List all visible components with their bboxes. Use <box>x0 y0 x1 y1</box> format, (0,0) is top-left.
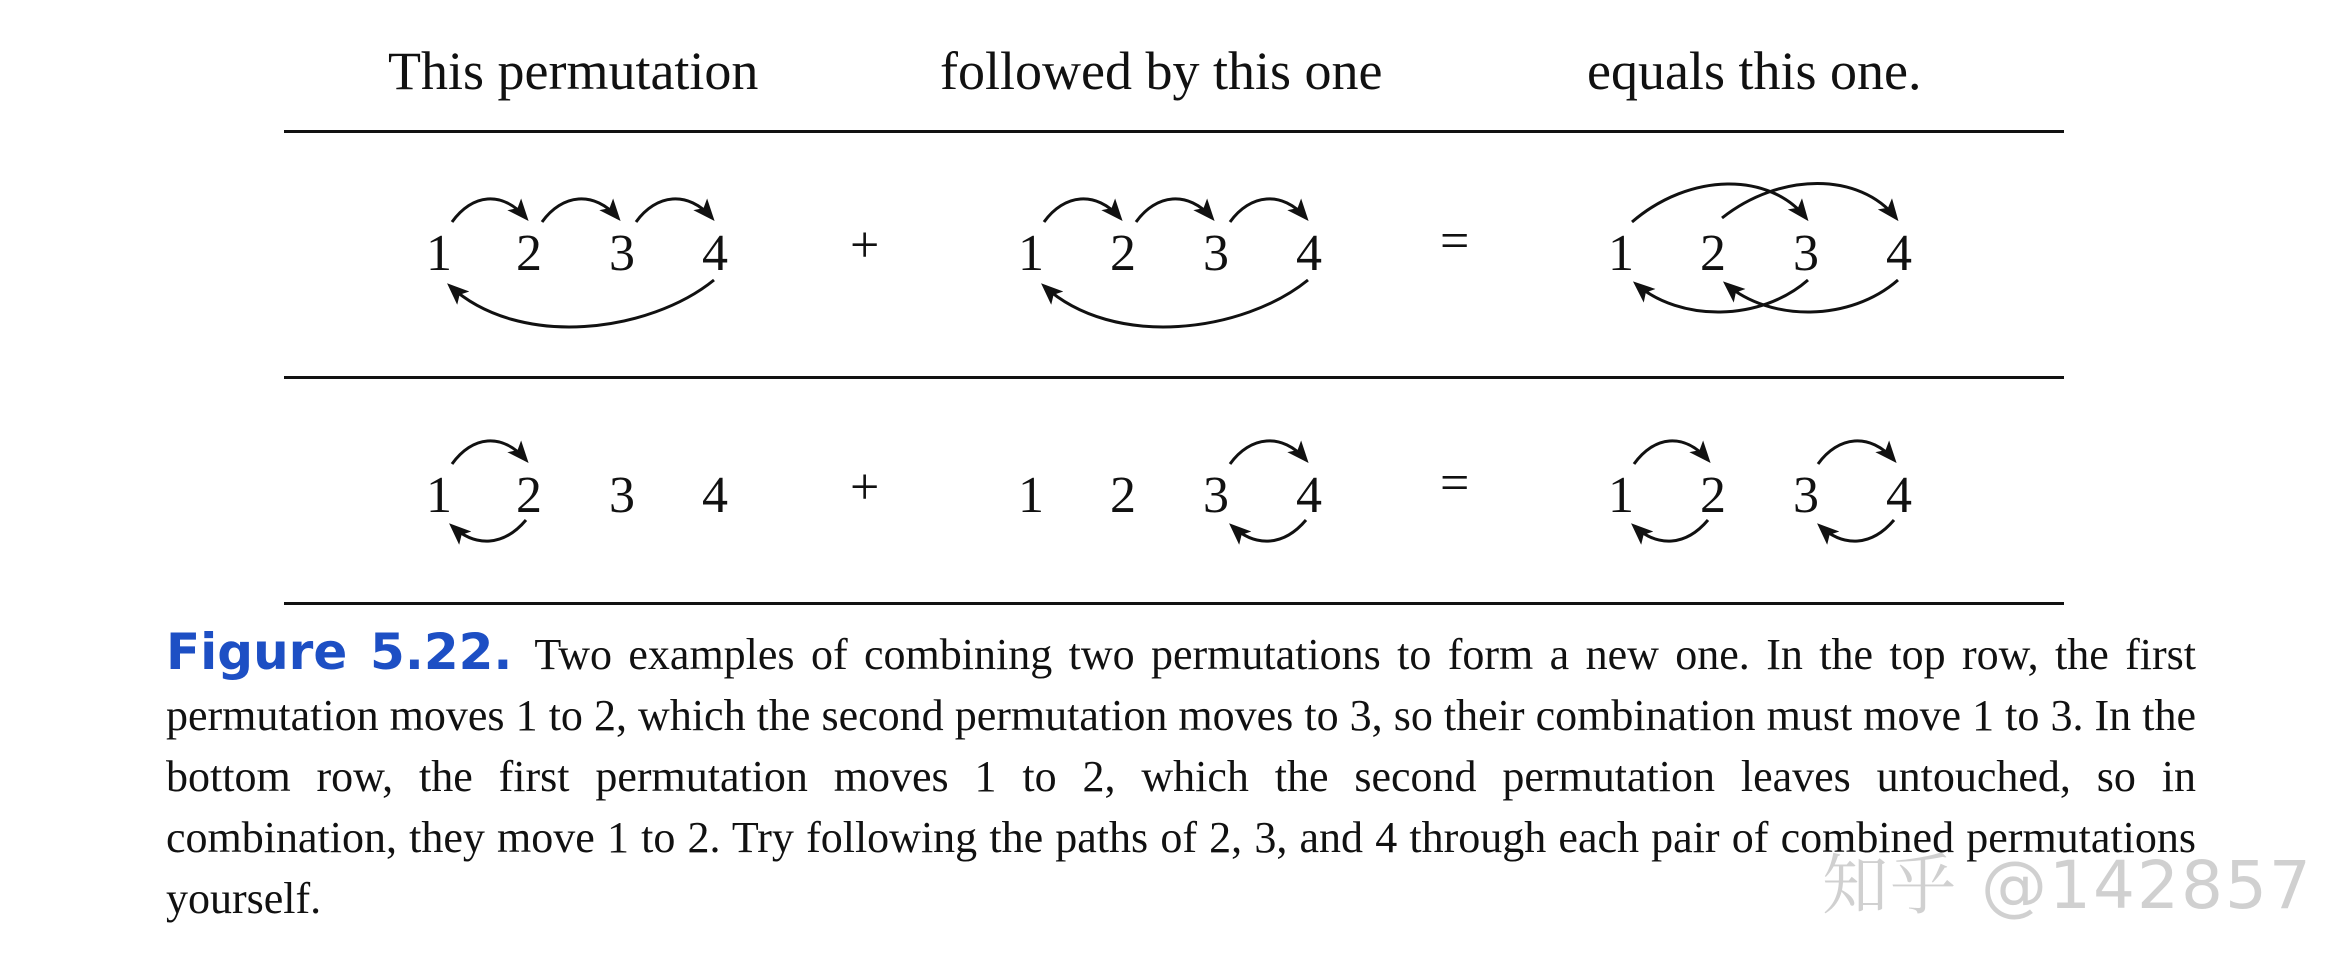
top-c-num-1: 1 <box>1608 225 1634 282</box>
bottom-b-arrow-4-3 <box>1232 520 1306 541</box>
bottom-c-arrow-3-4 <box>1818 441 1894 464</box>
bottom-a-arrow-2-1 <box>452 520 526 541</box>
bottom-c-num-2: 2 <box>1700 467 1726 524</box>
top-row <box>426 184 1912 327</box>
header-this-permutation: This permutation <box>388 41 759 101</box>
top-b-num-1: 1 <box>1018 225 1044 282</box>
bottom-row <box>426 441 1912 541</box>
bottom-b-arrow-3-4 <box>1230 441 1306 464</box>
top-c-num-3: 3 <box>1793 225 1819 282</box>
bottom-c-num-3: 3 <box>1793 467 1819 524</box>
top-b-num-3: 3 <box>1203 225 1229 282</box>
bottom-result-permutation <box>1608 441 1912 541</box>
bottom-b-num-4: 4 <box>1296 467 1322 524</box>
top-b-arrow-2-3 <box>1136 199 1212 222</box>
top-first-permutation <box>426 199 728 327</box>
bottom-c-arrow-1-2 <box>1634 441 1708 464</box>
top-result-permutation <box>1608 184 1912 313</box>
top-a-num-1: 1 <box>426 225 452 282</box>
caption-text: Two examples of combining two permutations to form a new one. In the top row, the first permutation moves 1 to 2, which the second permutation moves to 3, so their combination must move 1 to 3. In the bottom row, the first permutation moves 1 to 2, which the second permutation leaves untouched, so in combination, they move 1 to 2. Try following the paths of 2, 3, and 4 through each pair of combined permutations yourself. <box>166 630 2197 923</box>
bottom-a-num-4: 4 <box>702 467 728 524</box>
watermark: 知乎 @142857 <box>1822 847 2313 924</box>
bottom-a-num-2: 2 <box>516 467 542 524</box>
caption-label: Figure 5.22. <box>166 623 513 681</box>
bottom-equals: = <box>1440 455 1470 512</box>
top-c-arrow-2-4 <box>1722 184 1896 219</box>
top-b-arrow-3-4 <box>1230 199 1306 222</box>
bottom-b-num-3: 3 <box>1203 467 1229 524</box>
bottom-a-arrow-1-2 <box>452 441 526 464</box>
header-equals: equals this one. <box>1587 41 1922 101</box>
bottom-first-permutation <box>426 441 728 541</box>
bottom-c-num-1: 1 <box>1608 467 1634 524</box>
bottom-b-num-2: 2 <box>1110 467 1136 524</box>
bottom-b-num-1: 1 <box>1018 467 1044 524</box>
top-equals: = <box>1440 213 1470 270</box>
bottom-c-arrow-4-3 <box>1820 520 1894 541</box>
top-b-num-2: 2 <box>1110 225 1136 282</box>
top-a-num-3: 3 <box>609 225 635 282</box>
top-b-arrow-1-2 <box>1044 199 1120 222</box>
top-a-arrow-2-3 <box>542 199 618 222</box>
top-c-arrow-3-1 <box>1636 280 1808 312</box>
top-b-arrow-4-1 <box>1044 280 1308 327</box>
bottom-plus: + <box>850 459 880 516</box>
top-plus: + <box>850 217 880 274</box>
top-c-num-4: 4 <box>1886 225 1912 282</box>
top-b-num-4: 4 <box>1296 225 1322 282</box>
top-a-num-2: 2 <box>516 225 542 282</box>
bottom-a-num-1: 1 <box>426 467 452 524</box>
top-a-arrow-1-2 <box>452 199 526 222</box>
top-a-num-4: 4 <box>702 225 728 282</box>
top-c-num-2: 2 <box>1700 225 1726 282</box>
top-second-permutation <box>1018 199 1322 327</box>
bottom-second-permutation <box>1018 441 1322 541</box>
top-a-arrow-4-1 <box>450 280 714 327</box>
bottom-a-num-3: 3 <box>609 467 635 524</box>
bottom-c-arrow-2-1 <box>1634 520 1708 541</box>
header-followed-by: followed by this one <box>940 41 1383 101</box>
top-a-arrow-3-4 <box>636 199 712 222</box>
bottom-c-num-4: 4 <box>1886 467 1912 524</box>
